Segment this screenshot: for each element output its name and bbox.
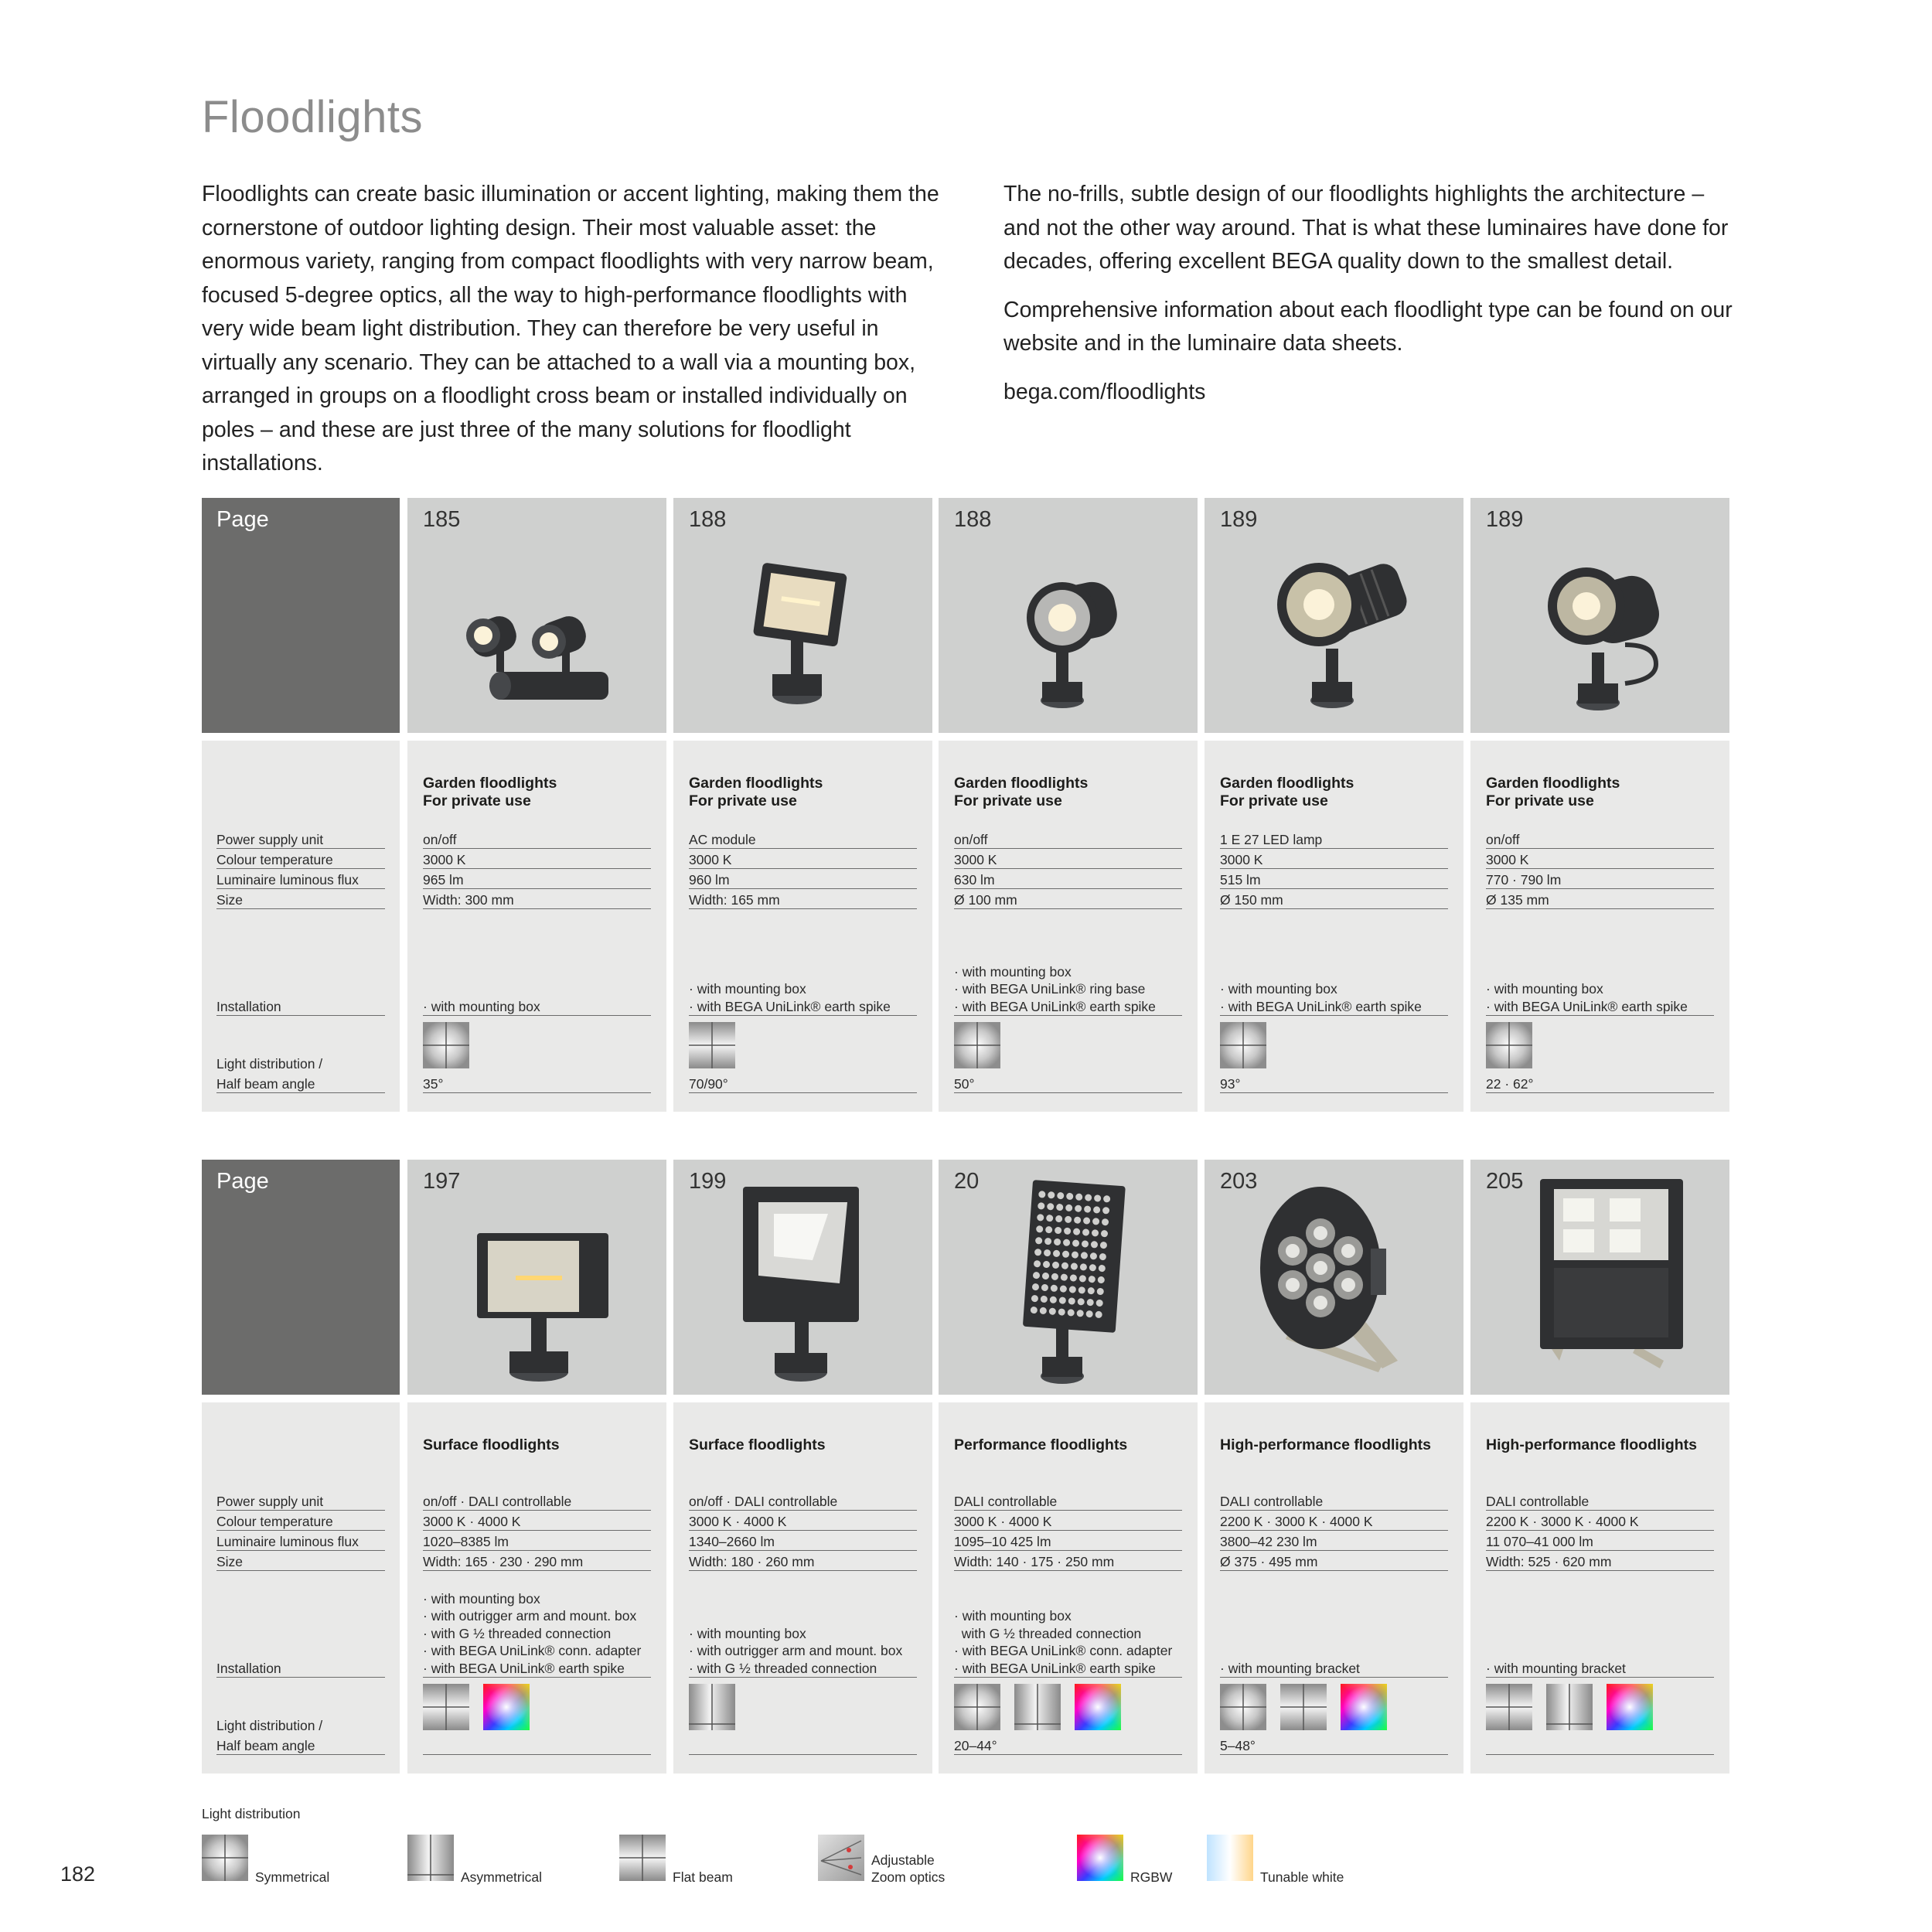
spec-labels <box>202 741 400 1112</box>
page-header-cell <box>202 498 400 733</box>
label-colour-temperature: Colour temperature <box>216 1513 385 1531</box>
half-beam-angle-value: 5–48° <box>1220 1737 1448 1755</box>
luminous-flux-value: 1340–2660 lm <box>689 1533 917 1551</box>
label-colour-temperature: Colour temperature <box>216 851 385 869</box>
page-label: Page <box>216 507 269 532</box>
product-category <box>423 775 557 810</box>
page-reference[interactable]: 197 <box>423 1169 461 1194</box>
label-size: Size <box>216 891 385 909</box>
flat-distribution-icon <box>689 1022 735 1068</box>
half-beam-angle-value <box>1486 1737 1714 1755</box>
product-spec-cell <box>1205 741 1463 1112</box>
legend-label: RGBW <box>1130 1869 1173 1885</box>
product-category-title: High-performance floodlights <box>1486 1436 1697 1453</box>
product-image-cell[interactable] <box>1205 1160 1463 1395</box>
asymmetrical-distribution-icon <box>1546 1684 1593 1730</box>
installation-option: · with mounting box <box>1220 981 1337 997</box>
product-image-cell[interactable] <box>407 498 666 733</box>
product-category-title: Surface floodlights <box>423 1436 560 1453</box>
light-distribution-icons <box>1486 1684 1653 1730</box>
installation-options <box>423 1590 651 1678</box>
product-category-title: Garden floodlights <box>689 775 823 792</box>
installation-options <box>1486 980 1714 1016</box>
colour-temperature-value: 3000 K · 4000 K <box>689 1513 917 1531</box>
half-beam-angle-value: 22 · 62° <box>1486 1075 1714 1093</box>
product-category-title: Surface floodlights <box>689 1436 826 1453</box>
spec-labels <box>202 1402 400 1774</box>
page-reference[interactable]: 205 <box>1486 1169 1524 1194</box>
installation-options <box>689 1625 917 1678</box>
page-reference[interactable]: 185 <box>423 507 461 532</box>
installation-options <box>1220 980 1448 1016</box>
product-category-subtitle: For private use <box>423 792 531 809</box>
spec-row <box>202 741 1731 1112</box>
installation-option: · with outrigger arm and mount. box <box>423 1608 637 1624</box>
product-category-title: Garden floodlights <box>1486 775 1620 792</box>
colour-temperature-value: 2200 K · 3000 K · 4000 K <box>1220 1513 1448 1531</box>
size-value: Ø 375 · 495 mm <box>1220 1553 1448 1571</box>
half-beam-angle-value <box>689 1737 917 1755</box>
luminous-flux-value: 11 070–41 000 lm <box>1486 1533 1714 1551</box>
intro-left-column <box>202 178 944 496</box>
installation-option: · with BEGA UniLink® earth spike <box>423 1660 625 1676</box>
product-spec-cell <box>1470 1402 1729 1774</box>
light-distribution-icons <box>954 1022 1000 1068</box>
product-category <box>1486 1436 1697 1454</box>
installation-option: · with BEGA UniLink® earth spike <box>954 998 1156 1014</box>
luminous-flux-value: 965 lm <box>423 871 651 889</box>
luminous-flux-value: 515 lm <box>1220 871 1448 889</box>
installation-option: · with mounting box <box>1486 981 1603 997</box>
rgbw-distribution-icon <box>1341 1684 1387 1730</box>
product-category-subtitle: For private use <box>1486 792 1594 809</box>
light-distribution-icons <box>423 1684 530 1730</box>
symmetrical-distribution-icon <box>423 1022 469 1068</box>
colour-temperature-value: 3000 K · 4000 K <box>423 1513 651 1531</box>
product-category-subtitle: For private use <box>689 792 797 809</box>
product-category-title: Garden floodlights <box>423 775 557 792</box>
product-category-title: Garden floodlights <box>954 775 1089 792</box>
symmetrical-distribution-icon <box>954 1684 1000 1730</box>
installation-option: · with BEGA UniLink® earth spike <box>689 998 891 1014</box>
product-category <box>954 775 1088 810</box>
symmetrical-distribution-icon <box>954 1022 1000 1068</box>
installation-option: with G ½ threaded connection <box>954 1625 1142 1641</box>
label-light-distribution: Light distribution / <box>216 1718 323 1733</box>
light-distribution-icons <box>1220 1684 1387 1730</box>
size-value: Width: 165 mm <box>689 891 917 909</box>
luminous-flux-value: 770 · 790 lm <box>1486 871 1714 889</box>
product-category-title: Garden floodlights <box>1220 775 1354 792</box>
legend-title: Light distribution <box>202 1806 301 1821</box>
rgbw-distribution-icon <box>483 1684 530 1730</box>
luminous-flux-value: 630 lm <box>954 871 1182 889</box>
spec-row <box>202 1402 1731 1774</box>
product-image-cell[interactable] <box>1205 498 1463 733</box>
size-value: Ø 150 mm <box>1220 891 1448 909</box>
label-luminous-flux: Luminaire luminous flux <box>216 871 385 889</box>
product-category-title: Performance floodlights <box>954 1436 1128 1453</box>
label-size: Size <box>216 1553 385 1571</box>
size-value: Ø 100 mm <box>954 891 1182 909</box>
rgbw-distribution-icon <box>1075 1684 1121 1730</box>
size-value: Width: 140 · 175 · 250 mm <box>954 1553 1182 1571</box>
power-supply-value: 1 E 27 LED lamp <box>1220 831 1448 849</box>
page-title: Floodlights <box>202 92 423 142</box>
colour-temperature-value: 3000 K <box>1486 851 1714 869</box>
luminous-flux-value: 3800–42 230 lm <box>1220 1533 1448 1551</box>
installation-options <box>423 998 651 1017</box>
installation-option: · with BEGA UniLink® earth spike <box>954 1660 1156 1676</box>
installation-option: · with BEGA UniLink® conn. adapter <box>423 1643 642 1658</box>
page-reference[interactable]: 188 <box>689 507 727 532</box>
power-supply-value: on/off · DALI controllable <box>689 1493 917 1511</box>
installation-option: · with mounting box <box>954 963 1072 980</box>
product-category <box>1486 775 1620 810</box>
installation-options <box>1486 1660 1714 1678</box>
installation-options <box>689 980 917 1016</box>
power-supply-value: AC module <box>689 831 917 849</box>
rgbw-distribution-icon <box>1607 1684 1653 1730</box>
label-half-beam-angle: Half beam angle <box>216 1737 385 1755</box>
intro-paragraph: The no-frills, subtle design of our floodlights highlights the architecture – and not the other way around. That is what these luminaires have done for decades, offering excellent BEGA quality down to the smallest detail. <box>1003 182 1729 274</box>
installation-option: · with BEGA UniLink® earth spike <box>1220 998 1422 1014</box>
light-distribution-icons <box>954 1684 1121 1730</box>
legend-label: Symmetrical <box>255 1869 330 1885</box>
label-light-distribution: Light distribution / <box>216 1056 323 1072</box>
tunable-icon <box>1207 1835 1253 1881</box>
page-reference[interactable]: 203 <box>1220 1169 1258 1194</box>
installation-option: · with mounting bracket <box>1486 1660 1626 1676</box>
page-header-cell <box>202 1160 400 1395</box>
product-image-cell[interactable] <box>1470 1160 1729 1395</box>
page-reference[interactable]: 189 <box>1220 507 1258 532</box>
product-table-garden <box>202 498 1731 1112</box>
colour-temperature-value: 2200 K · 3000 K · 4000 K <box>1486 1513 1714 1531</box>
size-value: Width: 300 mm <box>423 891 651 909</box>
luminous-flux-value: 1020–8385 lm <box>423 1533 651 1551</box>
page-reference[interactable]: 20 <box>954 1169 980 1194</box>
rgbw-icon <box>1077 1835 1123 1881</box>
size-value: Width: 525 · 620 mm <box>1486 1553 1714 1571</box>
product-spec-cell <box>1205 1402 1463 1774</box>
product-spec-cell <box>673 1402 932 1774</box>
product-category <box>1220 1436 1431 1454</box>
product-category <box>1220 775 1354 810</box>
colour-temperature-value: 3000 K <box>954 851 1182 869</box>
installation-option: · with mounting box <box>423 998 540 1014</box>
asymmetrical-distribution-icon <box>689 1684 735 1730</box>
flat-distribution-icon <box>1280 1684 1327 1730</box>
colour-temperature-value: 3000 K · 4000 K <box>954 1513 1182 1531</box>
product-spec-cell <box>939 1402 1198 1774</box>
product-category <box>689 775 823 810</box>
flat-icon <box>619 1835 666 1881</box>
legend-label: Asymmetrical <box>461 1869 543 1885</box>
product-spec-cell <box>407 741 666 1112</box>
product-image-cell[interactable] <box>407 1160 666 1395</box>
light-distribution-icons <box>423 1022 469 1068</box>
symmetrical-distribution-icon <box>1220 1684 1266 1730</box>
light-distribution-icons <box>689 1684 735 1730</box>
half-beam-angle-value: 70/90° <box>689 1075 917 1093</box>
label-half-beam-angle: Half beam angle <box>216 1075 385 1093</box>
product-category <box>689 1436 826 1454</box>
page-reference[interactable]: 189 <box>1486 507 1524 532</box>
product-image-cell[interactable] <box>939 1160 1198 1395</box>
product-spec-cell <box>673 741 932 1112</box>
intro-paragraph: Comprehensive information about each floodlight type can be found on our website and in the luminaire data sheets. <box>1003 297 1733 356</box>
intro-paragraph: Floodlights can create basic illumination or accent lighting, making them the cornerstone of outdoor lighting design. Their most valuable asset: the enormous variety, ranging from compact floodlights with very narrow beam, focused 5-degree optics, all the way to high-performance floodlights with very wide beam light distribution. They can therefore be very useful in virtually any scenario. They can be attached to a wall via a mounting box, arranged in groups on a floodlight cross beam or installed individually on poles – and these are just three of the many solutions for floodlight installations. <box>202 182 939 475</box>
product-category <box>423 1436 560 1454</box>
installation-options <box>954 963 1182 1017</box>
half-beam-angle-value: 93° <box>1220 1075 1448 1093</box>
half-beam-angle-value <box>423 1737 651 1755</box>
product-table-surface-performance <box>202 1160 1731 1774</box>
page-number: 182 <box>60 1862 96 1886</box>
asymmetrical-icon <box>407 1835 454 1881</box>
symmetrical-distribution-icon <box>1486 1022 1532 1068</box>
installation-option: · with G ½ threaded connection <box>689 1660 877 1676</box>
product-category <box>954 1436 1127 1454</box>
colour-temperature-value: 3000 K <box>689 851 917 869</box>
luminous-flux-value: 1095–10 425 lm <box>954 1533 1182 1551</box>
legend-label: Tunable white <box>1260 1869 1344 1885</box>
installation-option: · with BEGA UniLink® earth spike <box>1486 998 1688 1014</box>
product-category-title: High-performance floodlights <box>1220 1436 1431 1453</box>
asymmetrical-distribution-icon <box>1014 1684 1061 1730</box>
label-installation: Installation <box>216 1660 385 1678</box>
installation-option: · with outrigger arm and mount. box <box>689 1643 903 1658</box>
installation-option: · with BEGA UniLink® ring base <box>954 981 1146 997</box>
installation-option: · with mounting box <box>689 981 806 997</box>
colour-temperature-value: 3000 K <box>1220 851 1448 869</box>
product-spec-cell <box>407 1402 666 1774</box>
flat-distribution-icon <box>1486 1684 1532 1730</box>
size-value: Width: 165 · 230 · 290 mm <box>423 1553 651 1571</box>
product-spec-cell <box>1470 741 1729 1112</box>
power-supply-value: on/off <box>1486 831 1714 849</box>
light-distribution-icons <box>1220 1022 1266 1068</box>
size-value: Width: 180 · 260 mm <box>689 1553 917 1571</box>
product-spec-cell <box>939 741 1198 1112</box>
label-installation: Installation <box>216 998 385 1016</box>
flat-distribution-icon <box>423 1684 469 1730</box>
power-supply-value: on/off <box>423 831 651 849</box>
label-power-supply: Power supply unit <box>216 831 385 849</box>
installation-options <box>954 1607 1182 1678</box>
image-row <box>202 1160 1731 1395</box>
symmetrical-icon <box>202 1835 248 1881</box>
product-image-cell[interactable] <box>1470 498 1729 733</box>
website-link[interactable]: bega.com/floodlights <box>1003 379 1206 404</box>
colour-temperature-value: 3000 K <box>423 851 651 869</box>
image-row <box>202 498 1731 733</box>
half-beam-angle-value: 20–44° <box>954 1737 1182 1755</box>
half-beam-angle-value: 35° <box>423 1075 651 1093</box>
light-distribution-icons <box>689 1022 735 1068</box>
label-power-supply: Power supply unit <box>216 1493 385 1511</box>
product-category-subtitle: For private use <box>1220 792 1328 809</box>
installation-options <box>1220 1660 1448 1678</box>
intro-right-column <box>1003 178 1746 424</box>
page-label: Page <box>216 1169 269 1194</box>
installation-option: · with mounting box <box>689 1625 806 1641</box>
installation-option: · with BEGA UniLink® conn. adapter <box>954 1643 1173 1658</box>
power-supply-value: on/off · DALI controllable <box>423 1493 651 1511</box>
installation-option: · with mounting box <box>954 1608 1072 1624</box>
product-category-subtitle: For private use <box>954 792 1062 809</box>
power-supply-value: DALI controllable <box>954 1493 1182 1511</box>
power-supply-value: DALI controllable <box>1486 1493 1714 1511</box>
light-distribution-icons <box>1486 1022 1532 1068</box>
page-reference[interactable]: 199 <box>689 1169 727 1194</box>
size-value: Ø 135 mm <box>1486 891 1714 909</box>
power-supply-value: DALI controllable <box>1220 1493 1448 1511</box>
symmetrical-distribution-icon <box>1220 1022 1266 1068</box>
product-image-cell[interactable] <box>939 498 1198 733</box>
half-beam-angle-value: 50° <box>954 1075 1182 1093</box>
label-luminous-flux: Luminaire luminous flux <box>216 1533 385 1551</box>
legend-label: Flat beam <box>673 1869 733 1885</box>
zoom-icon <box>818 1835 864 1881</box>
luminous-flux-value: 960 lm <box>689 871 917 889</box>
power-supply-value: on/off <box>954 831 1182 849</box>
installation-option: · with mounting bracket <box>1220 1660 1360 1676</box>
installation-option: · with mounting box <box>423 1590 540 1607</box>
page-reference[interactable]: 188 <box>954 507 992 532</box>
installation-option: · with G ½ threaded connection <box>423 1625 612 1641</box>
product-image-cell[interactable] <box>673 498 932 733</box>
legend-label: Adjustable Zoom optics <box>871 1852 946 1885</box>
product-image-cell[interactable] <box>673 1160 932 1395</box>
